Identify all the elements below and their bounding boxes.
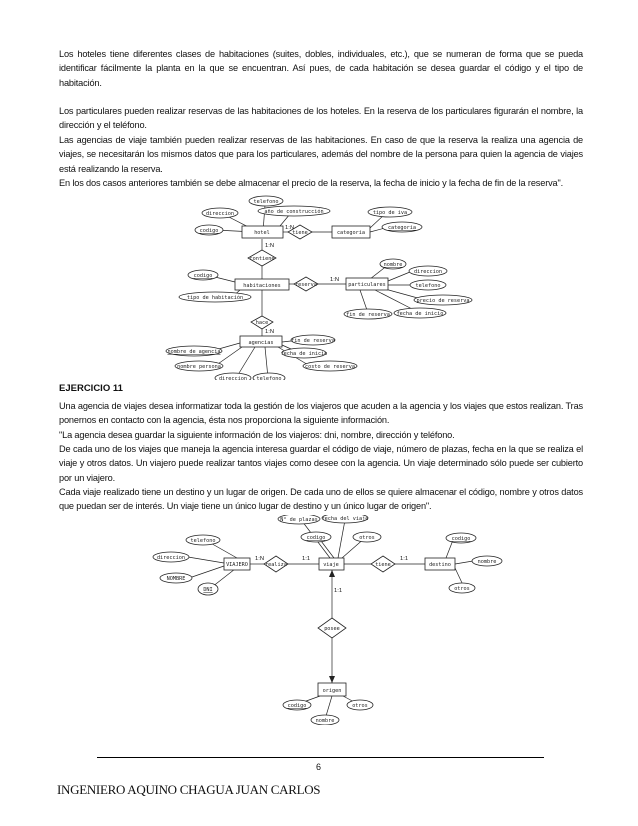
attr-nombre-label: nombre (383, 262, 403, 268)
exercise-paragraph-4: Cada viaje realizado tiene un destino y un lugar de origen. De cada uno de ellos se quiere almacenar el código, nombre y otros datos que puedan ser de interés. Un viaje tiene un único lugar de destino y un único lugar de origen". (59, 487, 583, 512)
attr-tipo-habitacion-label: tipo de habitación (186, 295, 244, 301)
exercise-paragraph-3: De cada uno de los viajes que maneja la agencia interesa guardar el código de viaje, número de plazas, fecha en la que se realiza el viaje y otros datos. Un viajero puede realizar tantos viajes como desee con la agencia. Un viaje determinado sólo puede ser cubierto por un viajero. (59, 444, 583, 483)
attr-direccion-label: direccion (205, 211, 235, 217)
attr-fin-reserva-agencia-label: fin de reserva (291, 338, 335, 344)
attr-direccion-particular-label: direccion (413, 269, 443, 275)
attr-anio-construccion-label: año de construcción (264, 209, 324, 215)
attr-telefono-viajero-label: telefono (190, 538, 216, 544)
attr-otros-viaje-label: otros (359, 535, 375, 541)
card-hotel-tiene: 1:N (285, 225, 295, 231)
attr-codigo-label: codigo (199, 228, 219, 234)
paragraph-reserva-dates: En los dos casos anteriores también se debe almacenar el precio de la reserva, la fecha de inicio y la fecha de fin de la reserva". (59, 178, 564, 188)
attr-nombre-origen-label: nombre (315, 718, 335, 724)
relation-reserva-label: reserva (295, 282, 317, 288)
relation-posee-label: posee (324, 626, 340, 632)
attr-codigo-viaje-label: codigo (306, 535, 326, 541)
card-viaje-posee: 1:1 (334, 588, 343, 594)
attr-dni-label: DNI (203, 587, 213, 593)
relation-tiene-destino-label: tiene (375, 562, 391, 568)
paragraph-hotel-rooms: Los hoteles tiene diferentes clases de habitaciones (suites, dobles, individuales, etc.), que se numeran de forma que se pueda identificar fácilmente la planta en la que se encuentran. Así pues, de cada habitación se desea guardar el código y el tipo de habitación. (59, 49, 583, 88)
attr-telefono-particular-label: telefono (415, 283, 441, 289)
er-diagram-viajes (0, 515, 638, 725)
attr-fin-reserva-label: fin de reserva (346, 312, 390, 318)
footer-divider (97, 757, 544, 758)
attr-fecha-viaje-label: fecha del viaje (321, 516, 369, 522)
attr-precio-reserva-label: precio de reserva (416, 298, 470, 304)
exercise-paragraph-2: "La agencia desea guardar la siguiente información de los viajeros: dni, nombre, dirección y teléfono. (59, 430, 455, 440)
attr-tipo-iva-label: tipo de iva (372, 210, 408, 216)
attr-direccion-agencia-label: direccion (218, 376, 248, 380)
card-hace-agencias: 1:N (265, 329, 275, 335)
card-reserva-particulares: 1:N (330, 277, 340, 283)
relation-tiene-label: tiene (292, 230, 308, 236)
attr-num-plazas-label: N° de plazas (280, 517, 318, 523)
attr-nombre-viajero-label: NOMBRE (166, 576, 186, 582)
relation-contiene-label: contiene (249, 256, 275, 262)
card-viajero-realiza: 1:N (255, 556, 265, 562)
entity-origen-label: origen (322, 688, 342, 694)
attr-codigo-destino-label: codigo (451, 536, 471, 542)
attr-nombre-persona-label: nombre persona (177, 364, 221, 370)
relation-hace-label: hace (255, 320, 269, 326)
attr-otros-destino-label: otros (454, 586, 470, 592)
attr-nombre-agencia-label: nombre de agencia (167, 349, 221, 355)
attr-codigo-habitacion-label: codigo (193, 273, 213, 279)
arrow-up-viaje (329, 570, 335, 577)
entity-hotel-label: hotel (254, 230, 270, 236)
attr-otros-origen-label: otros (352, 703, 368, 709)
page-number: 6 (316, 762, 322, 772)
attr-categoria-label: categoria (387, 225, 417, 231)
exercise-paragraph-1: Una agencia de viajes desea informatizar toda la gestión de los viajeros que acuden a la agencia y los viajes que estos realizan. Tras ponernos en contacto con la agencia, ésta nos proporciona la siguiente información. (59, 401, 583, 426)
attr-direccion-viajero-label: direccion (156, 555, 186, 561)
arrow-down-origen (329, 676, 335, 683)
er-diagram-hotel (0, 195, 638, 380)
attr-fecha-inicio-label: fecha de inicio (396, 311, 444, 317)
entity-agencias-label: agencias (248, 340, 274, 346)
footer-author: INGENIERO AQUINO CHAGUA JUAN CARLOS (57, 782, 321, 797)
entity-viajero-label: VIAJERO (226, 562, 248, 568)
attr-telefono-agencia-label: telefono (256, 376, 282, 380)
attr-costo-reserva-label: costo de reserva (305, 364, 355, 370)
paragraph-particulares: Los particulares pueden realizar reservas de las habitaciones de los hoteles. En la reserva de los particulares figurarán el nombre, la dirección y el teléfono. (59, 106, 583, 131)
card-hotel-contiene: 1:N (265, 243, 275, 249)
attr-fecha-inicio-agencia-label: fecha de inicio (280, 351, 328, 357)
attr-telefono-label: telefono (253, 199, 279, 205)
entity-destino-label: destino (429, 562, 451, 568)
card-tiene-destino: 1:1 (400, 556, 409, 562)
attr-codigo-origen-label: codigo (287, 703, 307, 709)
entity-categoria-label: categoria (336, 230, 366, 236)
attr-nombre-destino-label: nombre (477, 559, 497, 565)
exercise-heading: EJERCICIO 11 (59, 383, 123, 394)
entity-habitaciones-label: habitaciones (243, 283, 281, 289)
relation-realiza-label: realiza (265, 562, 287, 568)
entity-particulares-label: particulares (348, 282, 386, 288)
card-realiza-viaje: 1:1 (302, 556, 311, 562)
paragraph-agencias: Las agencias de viaje también pueden realizar reservas de las habitaciones. En caso de que la reserva la realiza una agencia de viajes, se necesitarán los mismos datos que para los particulares, además del nombre de la persona para quien la agencia de viajes está realizando la reserva. (59, 135, 583, 174)
entity-viaje-label: viaje (323, 562, 339, 568)
